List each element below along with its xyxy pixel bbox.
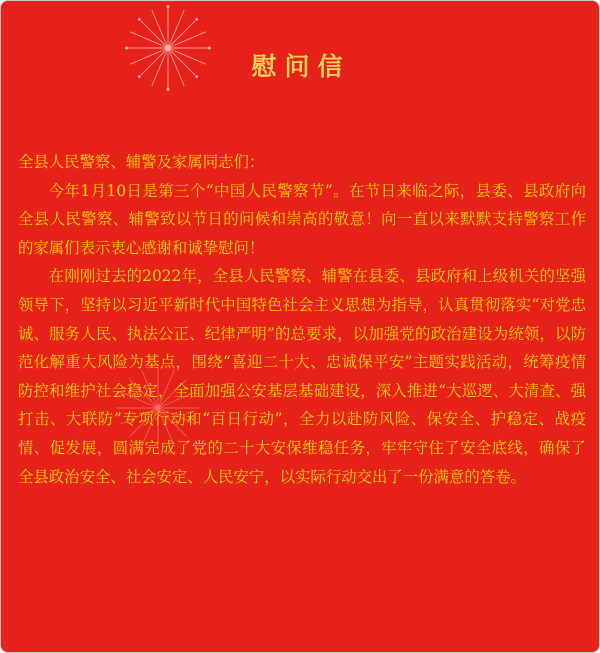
letter-paragraph: 在刚刚过去的2022年，全县人民警察、辅警在县委、县政府和上级机关的坚强领导下，坚持以习近平新时代中国特色社会主义思想为指导，认真贯彻落实“对党忠诚、服务人民、执法公正、纪律严明”的总要求，以加强党的政治建设为统领，以防范化解重大风险为基点，围绕“喜迎二十大、忠诚保平安”主题实践活动，统筹疫情防控和维护社会稳定，全面加强公安基层基础建设，深入推进“大巡逻、大清查、强打击、大联防”专项行动和“百日行动”，全力以赴防风险、保安全、护稳定、战疫情、促发展，圆满完成了党的二十大安保维稳任务，牢牢守住了安全底线，确保了全县政治安全、社会安定、人民安宁，以实际行动交出了一份满意的答卷。	[18, 267, 586, 486]
letter-greeting: 全县人民警察、辅警及家属同志们：	[18, 153, 265, 171]
letter-paragraph: 今年1月10日是第三个“中国人民警察节”。在节日来临之际，县委、县政府向全县人民警察、辅警致以节日的问候和崇高的敬意！向一直以来默默支持警察工作的家属们表示衷心感谢和诚挚慰问！	[18, 181, 586, 257]
letter-body	[18, 148, 586, 491]
letter-title: 慰问信	[251, 52, 351, 81]
